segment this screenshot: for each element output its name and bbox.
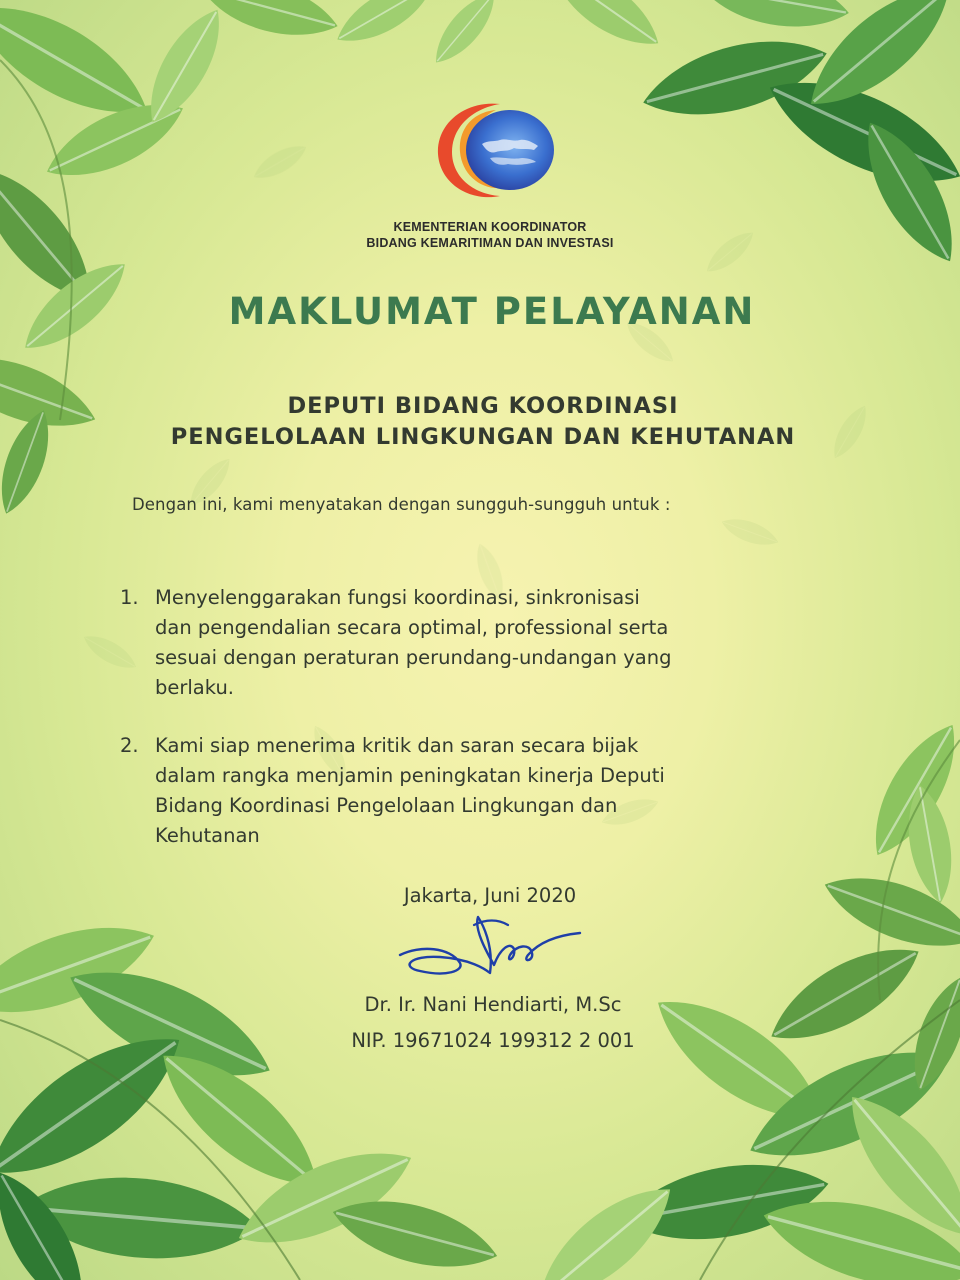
list-item-line: berlaku.	[155, 676, 235, 699]
list-item	[120, 583, 880, 703]
list-item-line: dalam rangka menjamin peningkatan kinerja Deputi	[155, 764, 665, 787]
handwritten-signature-icon	[390, 905, 590, 985]
commitment-list	[120, 583, 880, 851]
list-item-number: 1.	[120, 586, 139, 609]
list-item-line: Kami siap menerima kritik dan saran secara bijak	[155, 734, 639, 757]
list-item-line: dan pengendalian secara optimal, professional serta	[155, 616, 669, 639]
ministry-name-line1: KEMENTERIAN KOORDINATOR	[393, 220, 587, 234]
ministry-name	[340, 219, 640, 251]
deputy-unit-name	[0, 391, 960, 453]
list-item-line: sesuai dengan peraturan perundang-undangan yang	[155, 646, 672, 669]
list-item-line: Menyelenggarakan fungsi koordinasi, sinkronisasi	[155, 586, 640, 609]
signatory-nip: NIP. 19671024 199312 2 001	[351, 1029, 635, 1052]
signatory	[0, 987, 960, 1059]
page-title: MAKLUMAT PELAYANAN	[228, 290, 756, 333]
deputy-unit-line1: DEPUTI BIDANG KOORDINASI	[287, 393, 679, 419]
signatory-name: Dr. Ir. Nani Hendiarti, M.Sc	[364, 993, 622, 1016]
declaration-intro: Dengan ini, kami menyatakan dengan sungguh-sungguh untuk :	[132, 495, 671, 514]
kemenko-marves-logo-icon	[430, 96, 556, 206]
list-item-line: Kehutanan	[155, 824, 260, 847]
ministry-name-line2: BIDANG KEMARITIMAN DAN INVESTASI	[366, 236, 614, 250]
list-item-number: 2.	[120, 734, 139, 757]
list-item	[120, 731, 880, 851]
deputy-unit-line2: PENGELOLAAN LINGKUNGAN DAN KEHUTANAN	[170, 424, 796, 450]
list-item-line: Bidang Koordinasi Pengelolaan Lingkungan dan	[155, 794, 618, 817]
place-date: Jakarta, Juni 2020	[403, 884, 577, 907]
